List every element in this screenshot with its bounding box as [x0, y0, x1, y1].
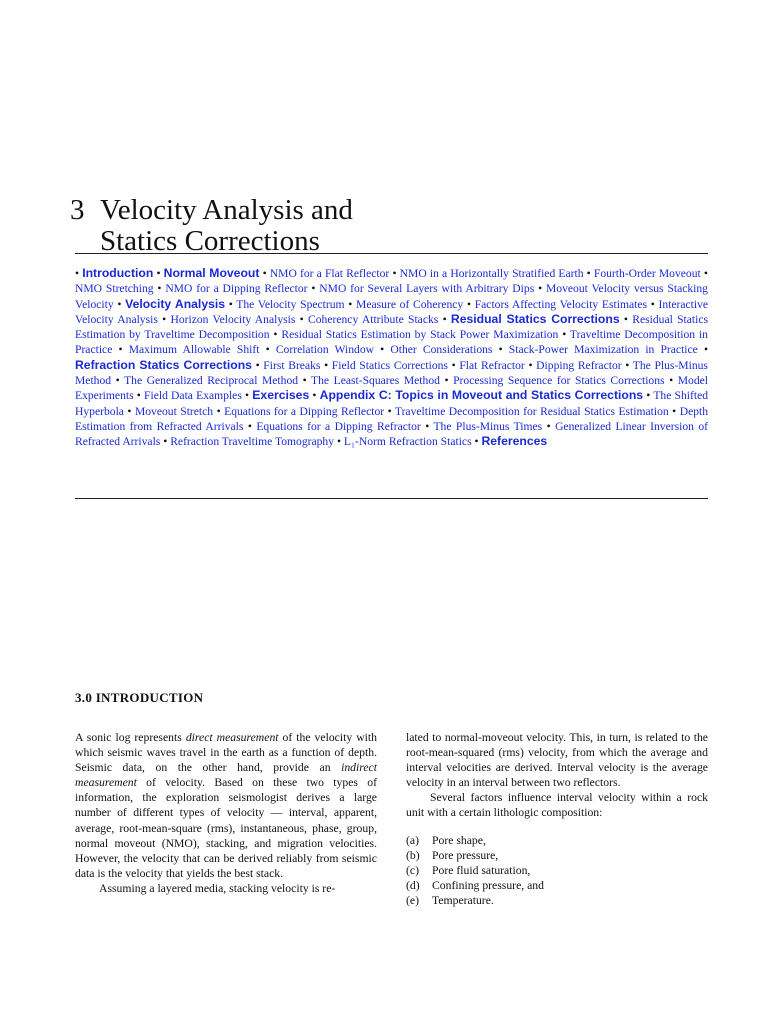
list-item — [406, 833, 708, 848]
toc-bullet: • — [75, 267, 80, 280]
toc-bullet: • — [255, 358, 260, 372]
toc-subsection-link[interactable]: The Least-Squares Method — [311, 374, 440, 388]
list-text: Pore shape, — [432, 833, 486, 847]
right-paragraph-2: Several factors influence interval velocity within a rock unit with a certain lithologic composition: — [406, 791, 708, 820]
list-item — [406, 893, 708, 908]
toc-bullet: • — [444, 374, 449, 388]
toc-bullet: • — [348, 297, 353, 311]
toc-bullet: • — [546, 419, 551, 433]
toc-subsection-link[interactable]: First Breaks — [263, 358, 321, 372]
chapter-contents — [75, 266, 708, 450]
right-paragraph-1: lated to normal-moveout velocity. This, in turn, is related to the root-mean-squared (rms) velocity, from which the average and interval velocities are derived. Interval velocity is the average velocity in an interval between two reflectors. — [406, 731, 708, 790]
toc-subsection-link[interactable]: Generalized Linear Inversion of Refracted Arrivals — [75, 419, 708, 449]
toc-bullet: • — [115, 374, 120, 388]
toc-bullet: • — [136, 389, 141, 403]
left-column — [75, 730, 377, 896]
toc-subsection-link[interactable]: The Shifted Hyperbola — [75, 389, 709, 418]
toc-bullet: • — [273, 328, 278, 342]
toc-subsection-link[interactable]: Equations for a Dipping Refractor — [256, 419, 421, 433]
toc-subsection-link[interactable]: Moveout Velocity versus Stacking Velocity — [75, 282, 708, 311]
text-run: A sonic log represents — [75, 731, 186, 744]
list-item — [406, 848, 708, 863]
text-run: of velocity. Based on these two types of information, the exploration seismologist derives a large number of different types of velocity — interval, apparent, average, root-mean-square (rms), instantaneous, phase, group, normal moveout (NMO), stacking, and migration velocities. However, the velocity that can be derived reliably from seismic data is the velocity that yields the best stack. — [75, 776, 377, 880]
top-divider — [75, 253, 708, 254]
emphasis-indirect-measurement: indirect measurement — [75, 761, 377, 790]
toc-subsection-link[interactable]: The Plus-Minus Times — [433, 419, 543, 433]
toc-subsection-link[interactable]: Horizon Velocity Analysis — [170, 312, 296, 326]
toc-subsection-link[interactable]: NMO for a Dipping Reflector — [165, 282, 308, 296]
list-text: Pore pressure, — [432, 848, 499, 862]
toc-subsection-link[interactable]: The Generalized Reciprocal Method — [124, 374, 299, 388]
toc-bullet: • — [245, 389, 250, 403]
toc-bullet: • — [650, 297, 655, 311]
toc-subsection-link[interactable]: NMO for a Flat Reflector — [269, 267, 390, 280]
toc-bullet: • — [156, 267, 161, 280]
toc-section-link[interactable]: Velocity Analysis — [125, 296, 226, 311]
text-run: of the velocity with which seismic waves travel in the earth as a function of depth. Seismic data, on the other hand, provide an — [75, 731, 377, 775]
toc-section-link[interactable]: Normal Moveout — [163, 266, 260, 280]
list-marker: (c) — [406, 863, 419, 877]
toc-bullet: • — [646, 389, 651, 403]
toc-bullet: • — [538, 282, 543, 296]
toc-bullet: • — [387, 404, 392, 418]
toc-bullet: • — [262, 267, 267, 280]
toc-subsection-link[interactable]: Depth Estimation from Refracted Arrivals — [75, 404, 709, 433]
toc-bullet: • — [586, 267, 591, 280]
toc-bullet: • — [392, 267, 397, 280]
list-text: Confining pressure, and — [432, 879, 544, 893]
toc-bullet: • — [380, 343, 385, 357]
chapter-title-line-1: Velocity Analysis and — [100, 194, 353, 227]
toc-subsection-link[interactable]: Equations for a Dipping Reflector — [224, 404, 385, 418]
toc-subsection-link[interactable]: Flat Refractor — [459, 358, 525, 372]
section-heading: 3.0 INTRODUCTION — [75, 690, 204, 705]
toc-subsection-link[interactable]: Maximum Allowable Shift — [128, 343, 260, 357]
toc-bullet: • — [562, 328, 567, 342]
toc-section-link[interactable]: References — [481, 434, 548, 449]
toc-bullet: • — [442, 312, 447, 326]
toc-bullet: • — [302, 374, 307, 388]
toc-subsection-link[interactable]: Fourth-Order Moveout — [593, 267, 701, 280]
toc-bullet: • — [324, 358, 329, 372]
toc-bullet: • — [498, 343, 503, 357]
toc-bullet: • — [312, 389, 317, 403]
toc-subsection-link[interactable]: L₁-Norm Refraction Statics — [343, 435, 472, 449]
toc-bullet: • — [157, 282, 162, 296]
toc-bullet: • — [425, 419, 430, 433]
toc-bullet: • — [703, 343, 709, 357]
left-paragraph-1 — [75, 730, 377, 881]
chapter-number: 3 — [70, 194, 85, 227]
toc-subsection-link[interactable]: Residual Statics Estimation by Stack Power Maximization — [281, 328, 559, 342]
left-paragraph-2: Assuming a layered media, stacking velocity is re- — [99, 881, 336, 895]
toc-bullet: • — [528, 358, 533, 372]
toc-subsection-link[interactable]: NMO Stretching — [75, 282, 154, 296]
list-marker: (b) — [406, 848, 420, 862]
toc-bullet: • — [474, 435, 479, 449]
toc-subsection-link[interactable]: Stack-Power Maximization in Practice — [508, 343, 698, 357]
toc-subsection-link[interactable]: Moveout Stretch — [134, 404, 214, 418]
list-text: Pore fluid saturation, — [432, 863, 531, 877]
toc-bullet: • — [451, 358, 456, 372]
toc-bullet: • — [466, 297, 471, 311]
toc-subsection-link[interactable]: The Velocity Spectrum — [236, 297, 345, 311]
toc-subsection-link[interactable]: Refraction Traveltime Tomography — [170, 435, 335, 449]
chapter-title-line-2: Statics Corrections — [100, 225, 320, 258]
toc-bullet: • — [299, 312, 304, 326]
toc-bullet: • — [216, 404, 221, 418]
toc-bullet: • — [336, 435, 341, 449]
toc-bullet: • — [311, 282, 316, 296]
toc-section-link[interactable]: Introduction — [82, 266, 154, 280]
toc-bullet: • — [672, 404, 677, 418]
toc-subsection-link[interactable]: Field Data Examples — [144, 389, 242, 403]
toc-bullet: • — [228, 297, 233, 311]
toc-subsection-link[interactable]: NMO for Several Layers with Arbitrary Dips — [319, 282, 535, 296]
toc-subsection-link[interactable]: Coherency Attribute Stacks — [308, 312, 439, 326]
list-item — [406, 878, 708, 893]
list-marker: (e) — [406, 894, 419, 908]
toc-bullet: • — [265, 343, 270, 357]
toc-section-link[interactable]: Exercises — [252, 388, 310, 403]
right-column — [406, 730, 708, 909]
toc-subsection-link[interactable]: Residual Statics Estimation by Traveltime Decomposition — [75, 312, 708, 342]
toc-section-link[interactable]: Residual Statics Corrections — [450, 311, 620, 326]
toc-subsection-link[interactable]: The Plus-Minus Method — [75, 358, 708, 388]
toc-bullet: • — [117, 297, 122, 311]
toc-bullet: • — [703, 267, 708, 280]
toc-bullet: • — [118, 343, 123, 357]
list-text: Temperature. — [432, 894, 494, 908]
toc-subsection-link[interactable]: Traveltime Decomposition for Residual Statics Estimation — [394, 404, 669, 418]
toc-bullet: • — [625, 358, 630, 372]
toc-bullet: • — [247, 419, 252, 433]
toc-subsection-link[interactable]: Field Statics Corrections — [331, 358, 448, 372]
toc-subsection-link[interactable]: Processing Sequence for Statics Corrections — [453, 374, 665, 388]
toc-section-link[interactable]: Refraction Statics Corrections — [75, 357, 252, 372]
toc-subsection-link[interactable]: Traveltime Decomposition in Practice — [75, 328, 708, 357]
toc-subsection-link[interactable]: Correlation Window — [275, 343, 374, 357]
toc-subsection-link[interactable]: Model Experiments — [75, 374, 708, 403]
list-item — [406, 863, 708, 878]
toc-subsection-link[interactable]: Factors Affecting Velocity Estimates — [474, 297, 647, 311]
bottom-divider — [75, 498, 708, 499]
toc-subsection-link[interactable]: Other Considerations — [390, 343, 493, 357]
toc-subsection-link[interactable]: NMO in a Horizontally Stratified Earth — [399, 267, 584, 280]
toc-bullet: • — [127, 404, 132, 418]
toc-bullet: • — [623, 312, 628, 326]
factor-list — [406, 833, 708, 909]
emphasis-direct-measurement: direct measurement — [185, 731, 279, 744]
toc-subsection-link[interactable]: Interactive Velocity Analysis — [75, 297, 709, 326]
toc-bullet: • — [669, 374, 674, 388]
toc-bullet: • — [162, 312, 167, 326]
list-marker: (d) — [406, 879, 420, 893]
toc-bullet: • — [163, 435, 168, 449]
toc-subsection-link[interactable]: Measure of Coherency — [356, 297, 464, 311]
list-marker: (a) — [406, 833, 419, 847]
toc-subsection-link[interactable]: Dipping Refractor — [536, 358, 622, 372]
toc-section-link[interactable]: Appendix C: Topics in Moveout and Statics Corrections — [319, 388, 644, 403]
